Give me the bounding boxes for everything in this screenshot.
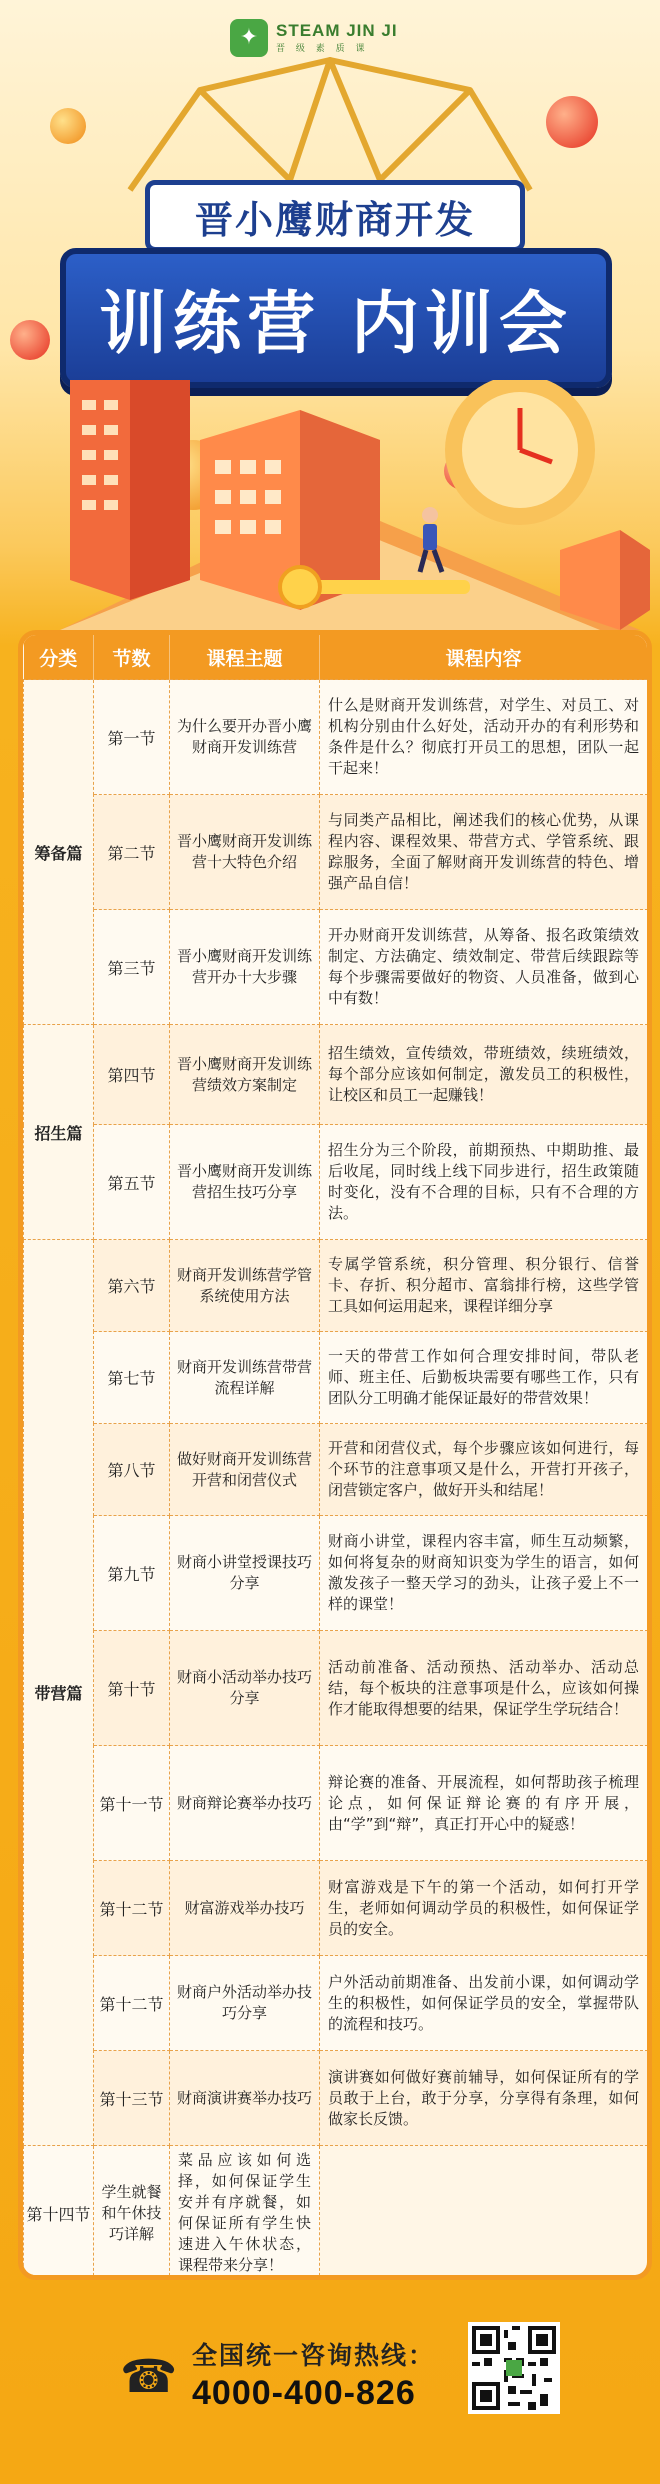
topic-cell: 财商开发训练营学管系统使用方法 xyxy=(170,1240,320,1332)
hotline-label: 全国统一咨询热线： xyxy=(192,2341,436,2370)
section-cell: 第十一节 xyxy=(94,1746,170,1861)
table-row xyxy=(24,2051,648,2146)
course-table-card xyxy=(18,630,652,2280)
content-cell: 户外活动前期准备、出发前小课，如何调动学生的积极性，如何保证学员的安全，掌握带队的流程和技巧。 xyxy=(320,1956,648,2051)
gold-frame-decoration xyxy=(90,50,570,200)
orange-ball-decoration xyxy=(50,108,86,144)
topic-cell: 晋小鹰财商开发训练营十大特色介绍 xyxy=(170,795,320,910)
table-row xyxy=(24,680,648,795)
section-cell: 第七节 xyxy=(94,1332,170,1424)
content-cell: 专属学管系统，积分管理、积分银行、信誉卡、存折、积分超市、富翁排行榜，这些学管工具如何运用起来，课程详细分享 xyxy=(320,1240,648,1332)
section-cell: 第十节 xyxy=(94,1631,170,1746)
title-board xyxy=(60,180,600,385)
section-cell: 第五节 xyxy=(94,1125,170,1240)
table-row xyxy=(24,1861,648,1956)
column-header: 分类 xyxy=(24,635,94,680)
table-row xyxy=(24,1746,648,1861)
table-row xyxy=(24,2146,648,2281)
table-row xyxy=(24,1631,648,1746)
footer xyxy=(0,2290,660,2484)
topic-cell: 晋小鹰财商开发训练营开办十大步骤 xyxy=(170,910,320,1025)
section-cell: 第十二节 xyxy=(94,1956,170,2051)
section-cell: 第十二节 xyxy=(94,1861,170,1956)
content-cell: 一天的带营工作如何合理安排时间，带队老师、班主任、后勤板块需要有哪些工作，只有团队分工明确才能保证最好的带营效果！ xyxy=(320,1332,648,1424)
content-cell: 演讲赛如何做好赛前辅导，如何保证所有的学员敢于上台，敢于分享，分享得有条理，如何做家长反馈。 xyxy=(320,2051,648,2146)
topic-cell: 学生就餐和午休技巧详解 xyxy=(94,2146,170,2281)
title-main: 训练营 内训会 xyxy=(60,248,612,388)
section-cell: 第九节 xyxy=(94,1516,170,1631)
course-table xyxy=(23,635,648,2280)
eagle-logo-icon: ✦ xyxy=(230,19,268,57)
content-cell: 财富游戏是下午的第一个活动，如何打开学生，老师如何调动学员的积极性，如何保证学员的安全。 xyxy=(320,1861,648,1956)
category-cell: 筹备篇 xyxy=(24,680,94,1025)
category-cell: 招生篇 xyxy=(24,1025,94,1240)
section-cell: 第六节 xyxy=(94,1240,170,1332)
topic-cell: 财商小讲堂授课技巧分享 xyxy=(170,1516,320,1631)
city-illustration xyxy=(0,380,660,630)
section-cell: 第一节 xyxy=(94,680,170,795)
table-row xyxy=(24,1516,648,1631)
topic-cell: 财商小活动举办技巧分享 xyxy=(170,1631,320,1746)
section-cell: 第八节 xyxy=(94,1424,170,1516)
column-header: 节数 xyxy=(94,635,170,680)
topic-cell: 财商开发训练营带营流程详解 xyxy=(170,1332,320,1424)
table-row xyxy=(24,795,648,910)
table-row xyxy=(24,1332,648,1424)
content-cell: 辩论赛的准备、开展流程，如何帮助孩子梳理论点，如何保证辩论赛的有序开展，由“学”到“辩”，真正打开心中的疑惑！ xyxy=(320,1746,648,1861)
topic-cell: 财商辩论赛举办技巧 xyxy=(170,1746,320,1861)
section-cell: 第十三节 xyxy=(94,2051,170,2146)
content-cell: 菜品应该如何选择，如何保证学生安并有序就餐，如何保证所有学生快速进入午休状态，课程带来分享！ xyxy=(170,2146,320,2281)
table-row xyxy=(24,910,648,1025)
red-ball-decoration xyxy=(10,320,50,360)
topic-cell: 财富游戏举办技巧 xyxy=(170,1861,320,1956)
hotline-number[interactable]: 4000-400-826 xyxy=(192,2374,416,2412)
topic-cell: 财商户外活动举办技巧分享 xyxy=(170,1956,320,2051)
logo-subtitle: 晋 级 素 质 课 xyxy=(276,44,369,54)
column-header: 课程主题 xyxy=(170,635,320,680)
section-cell: 第四节 xyxy=(94,1025,170,1125)
content-cell: 什么是财商开发训练营，对学生、对员工、对机构分别由什么好处，活动开办的有利形势和条件是什么？彻底打开员工的思想，团队一起干起来！ xyxy=(320,680,648,795)
topic-cell: 做好财商开发训练营开营和闭营仪式 xyxy=(170,1424,320,1516)
content-cell: 招生分为三个阶段，前期预热、中期助推、最后收尾，同时线上线下同步进行，招生政策随时变化，没有不合理的目标，只有不合理的方法。 xyxy=(320,1125,648,1240)
qr-code[interactable] xyxy=(468,2322,560,2414)
table-row xyxy=(24,1424,648,1516)
content-cell: 招生绩效，宣传绩效，带班绩效，续班绩效，每个部分应该如何制定，激发员工的积极性，让校区和员工一起赚钱！ xyxy=(320,1025,648,1125)
table-row xyxy=(24,1240,648,1332)
content-cell: 开办财商开发训练营，从筹备、报名政策绩效制定、方法确定、绩效制定、带营后续跟踪等每个步骤需要做好的物资、人员准备，做到心中有数！ xyxy=(320,910,648,1025)
logo-brand: STEAM JIN JI xyxy=(276,21,398,40)
content-cell: 财商小讲堂，课程内容丰富，师生互动频繁，如何将复杂的财商知识变为学生的语言，如何激发孩子一整天学习的劲头，让孩子爱上不一样的课堂！ xyxy=(320,1516,648,1631)
section-cell: 第三节 xyxy=(94,910,170,1025)
section-cell: 第二节 xyxy=(94,795,170,910)
content-cell: 活动前准备、活动预热、活动举办、活动总结，每个板块的注意事项是什么，应该如何操作才能取得想要的结果，保证学生学玩结合！ xyxy=(320,1631,648,1746)
title-top: 晋小鹰财商开发 xyxy=(145,180,525,252)
topic-cell: 财商演讲赛举办技巧 xyxy=(170,2051,320,2146)
topic-cell: 晋小鹰财商开发训练营绩效方案制定 xyxy=(170,1025,320,1125)
table-header-row xyxy=(24,635,648,680)
table-row xyxy=(24,1956,648,2051)
topic-cell: 为什么要开办晋小鹰财商开发训练营 xyxy=(170,680,320,795)
category-cell: 带营篇 xyxy=(24,1240,94,2146)
content-cell: 与同类产品相比，阐述我们的核心优势，从课程内容、课程效果、带营方式、学管系统、跟踪服务，全面了解财商开发训练营的特色、增强产品自信！ xyxy=(320,795,648,910)
column-header: 课程内容 xyxy=(320,635,648,680)
topic-cell: 晋小鹰财商开发训练营招生技巧分享 xyxy=(170,1125,320,1240)
phone-icon: ☎ xyxy=(120,2349,178,2403)
table-row xyxy=(24,1125,648,1240)
table-row xyxy=(24,1025,648,1125)
content-cell: 开营和闭营仪式，每个步骤应该如何进行，每个环节的注意事项又是什么，开营打开孩子，闭营锁定客户，做好开头和结尾！ xyxy=(320,1424,648,1516)
section-cell: 第十四节 xyxy=(24,2146,94,2281)
